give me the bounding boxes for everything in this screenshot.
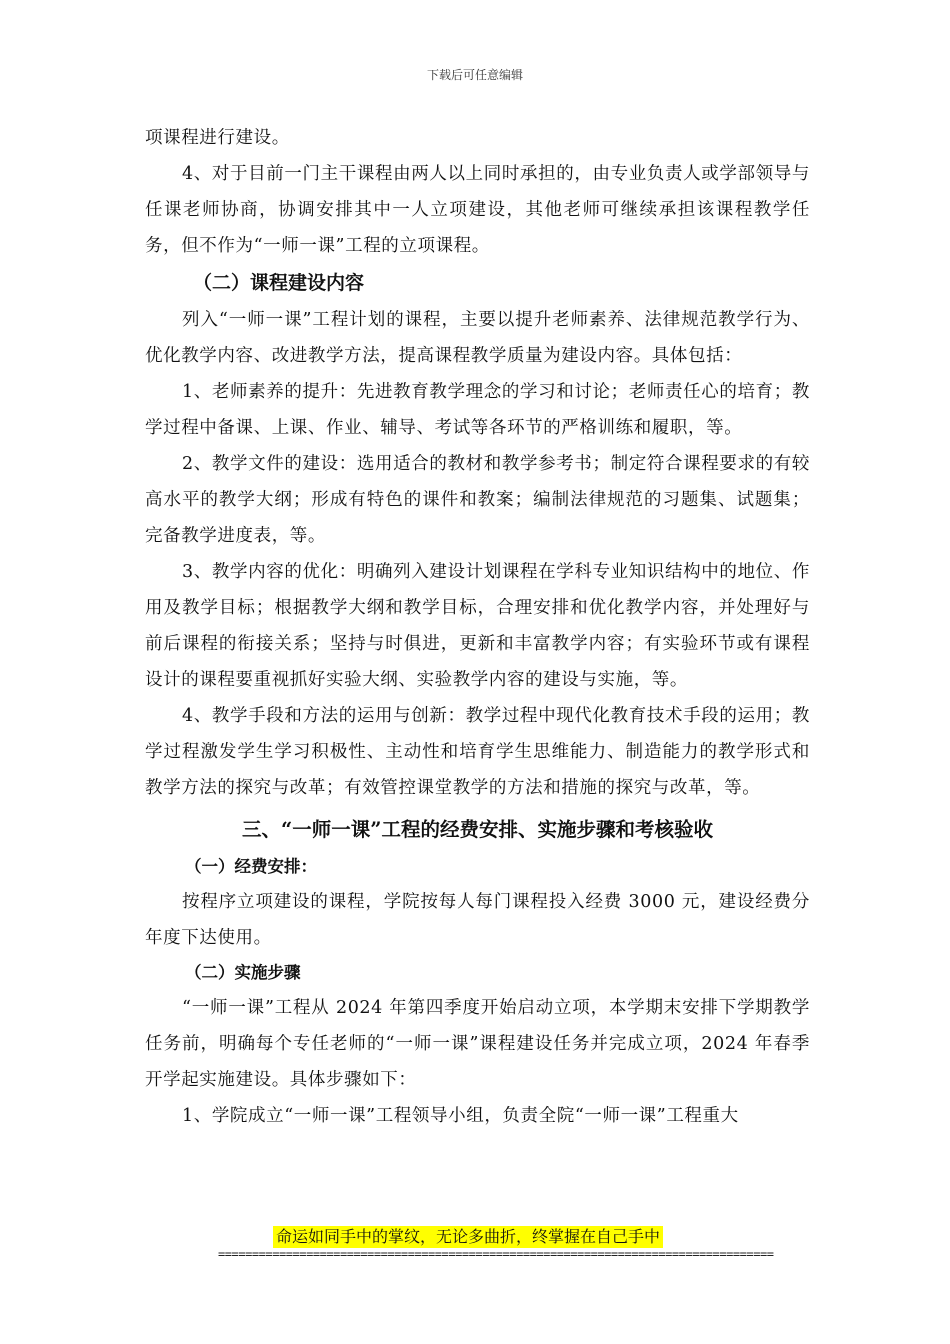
paragraph: 按程序立项建设的课程，学院按每人每门课程投入经费 3000 元，建设经费分年度下达使用。: [145, 892, 810, 948]
footer-rule: ==================================================================================: [218, 1247, 774, 1261]
footer-motto: 命运如同手中的掌纹，无论多曲折，终掌握在自己手中: [273, 1226, 663, 1248]
paragraph: 2、教学文件的建设：选用适合的教材和教学参考书；制定符合课程要求的有较高水平的教学大纲；形成有特色的课件和教案；编制法律规范的习题集、试题集；完备教学进度表，等。: [145, 454, 810, 546]
paragraph: 项课程进行建设。: [145, 128, 290, 148]
subsection-heading: （一）经费安排：: [185, 857, 317, 876]
subsection-heading: （二）实施步骤: [185, 963, 301, 982]
paragraph: 1、老师素养的提升：先进教育教学理念的学习和讨论；老师责任心的培育；教学过程中备课、上课、作业、辅导、考试等各环节的严格训练和履职，等。: [145, 382, 810, 438]
chapter-heading: 三、“一师一课”工程的经费安排、实施步骤和考核验收: [242, 818, 713, 841]
paragraph: 4、教学手段和方法的运用与创新：教学过程中现代化教育技术手段的运用；教学过程激发学生学习积极性、主动性和培育学生思维能力、制造能力的教学形式和教学方法的探究与改革；有效管控课堂教学的方法和措施的探究与改革，等。: [145, 706, 810, 798]
paragraph: “一师一课”工程从 2024 年第四季度开始启动立项，本学期末安排下学期教学任务前，明确每个专任老师的“一师一课”课程建设任务并完成立项，2024 年春季开学起实施建设。具体步骤如下：: [145, 998, 810, 1090]
section-heading: （二）课程建设内容: [193, 272, 365, 294]
paragraph: 4、对于目前一门主干课程由两人以上同时承担的，由专业负责人或学部领导与任课老师协商，协调安排其中一人立项建设，其他老师可继续承担该课程教学任务，但不作为“一师一课”工程的立项课程。: [145, 164, 810, 256]
document-body: [145, 120, 810, 1134]
paragraph: 1、学院成立“一师一课”工程领导小组，负责全院“一师一课”工程重大: [182, 1106, 739, 1126]
header-note: 下载后可任意编辑: [426, 68, 523, 82]
paragraph: 列入“一师一课”工程计划的课程，主要以提升老师素养、法律规范教学行为、优化教学内容、改进教学方法，提高课程教学质量为建设内容。具体包括：: [145, 310, 810, 366]
paragraph: 3、教学内容的优化：明确列入建设计划课程在学科专业知识结构中的地位、作用及教学目标；根据教学大纲和教学目标，合理安排和优化教学内容，并处理好与前后课程的衔接关系；坚持与时俱进，更新和丰富教学内容；有实验环节或有课程设计的课程要重视抓好实验大纲、实验教学内容的建设与实施，等。: [145, 562, 810, 690]
